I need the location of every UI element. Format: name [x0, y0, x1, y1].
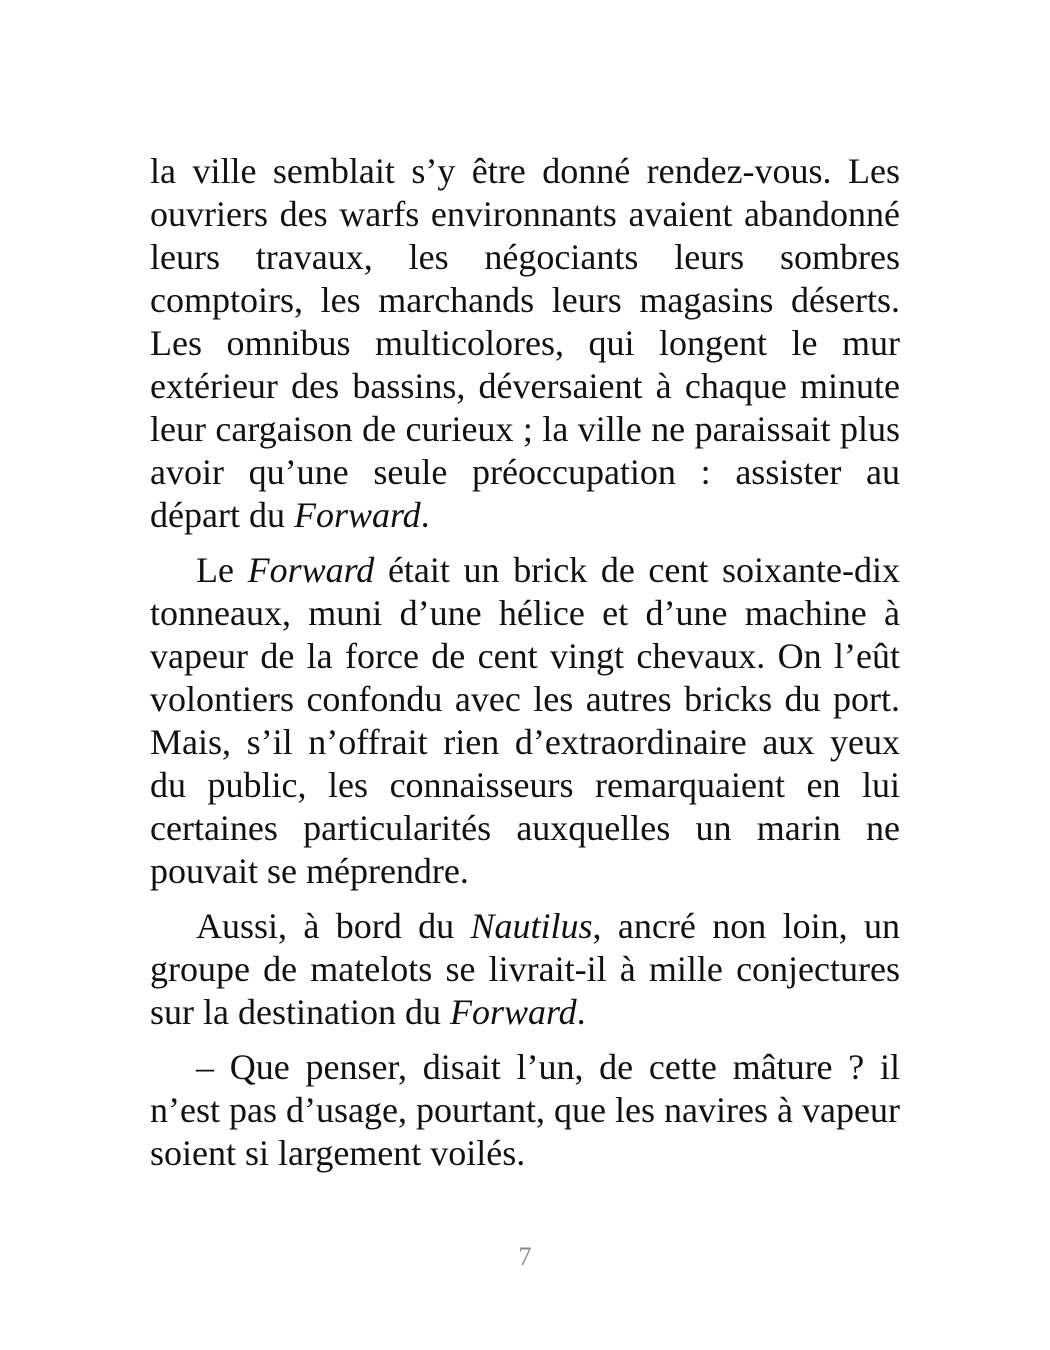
paragraph-1: la ville semblait s’y être donné rendez-vous. Les ouvriers des warfs environnants avaient abandonné leurs travaux, les négociants leurs sombres comptoirs, les marchands leurs magasins déserts. Les omnibus multicolores, qui longent le mur extérieur des bassins, déversaient à chaque minute leur cargaison de curieux ; la ville ne paraissait plus avoir qu’une seule préoccupation : assister au départ du Forward. — [150, 151, 900, 535]
paragraph-3: Aussi, à bord du Nautilus, ancré non loin, un groupe de matelots se livrait-il à mille conjectures sur la destination du Forward. — [150, 906, 900, 1032]
paragraph-2: Le Forward était un brick de cent soixante-dix tonneaux, muni d’une hélice et d’une machine à vapeur de la force de cent vingt chevaux. On l’eût volontiers confondu avec les autres bricks du port. Mais, s’il n’offrait rien d’extraordinaire aux yeux du public, les connaisseurs remarquaient en lui certaines particularités auxquelles un marin ne pouvait se méprendre. — [150, 550, 900, 891]
page-number: 7 — [518, 1242, 532, 1271]
paragraph-4: – Que penser, disait l’un, de cette mâture ? il n’est pas d’usage, pourtant, que les navires à vapeur soient si largement voilés. — [150, 1047, 900, 1173]
body-text — [150, 150, 900, 1187]
